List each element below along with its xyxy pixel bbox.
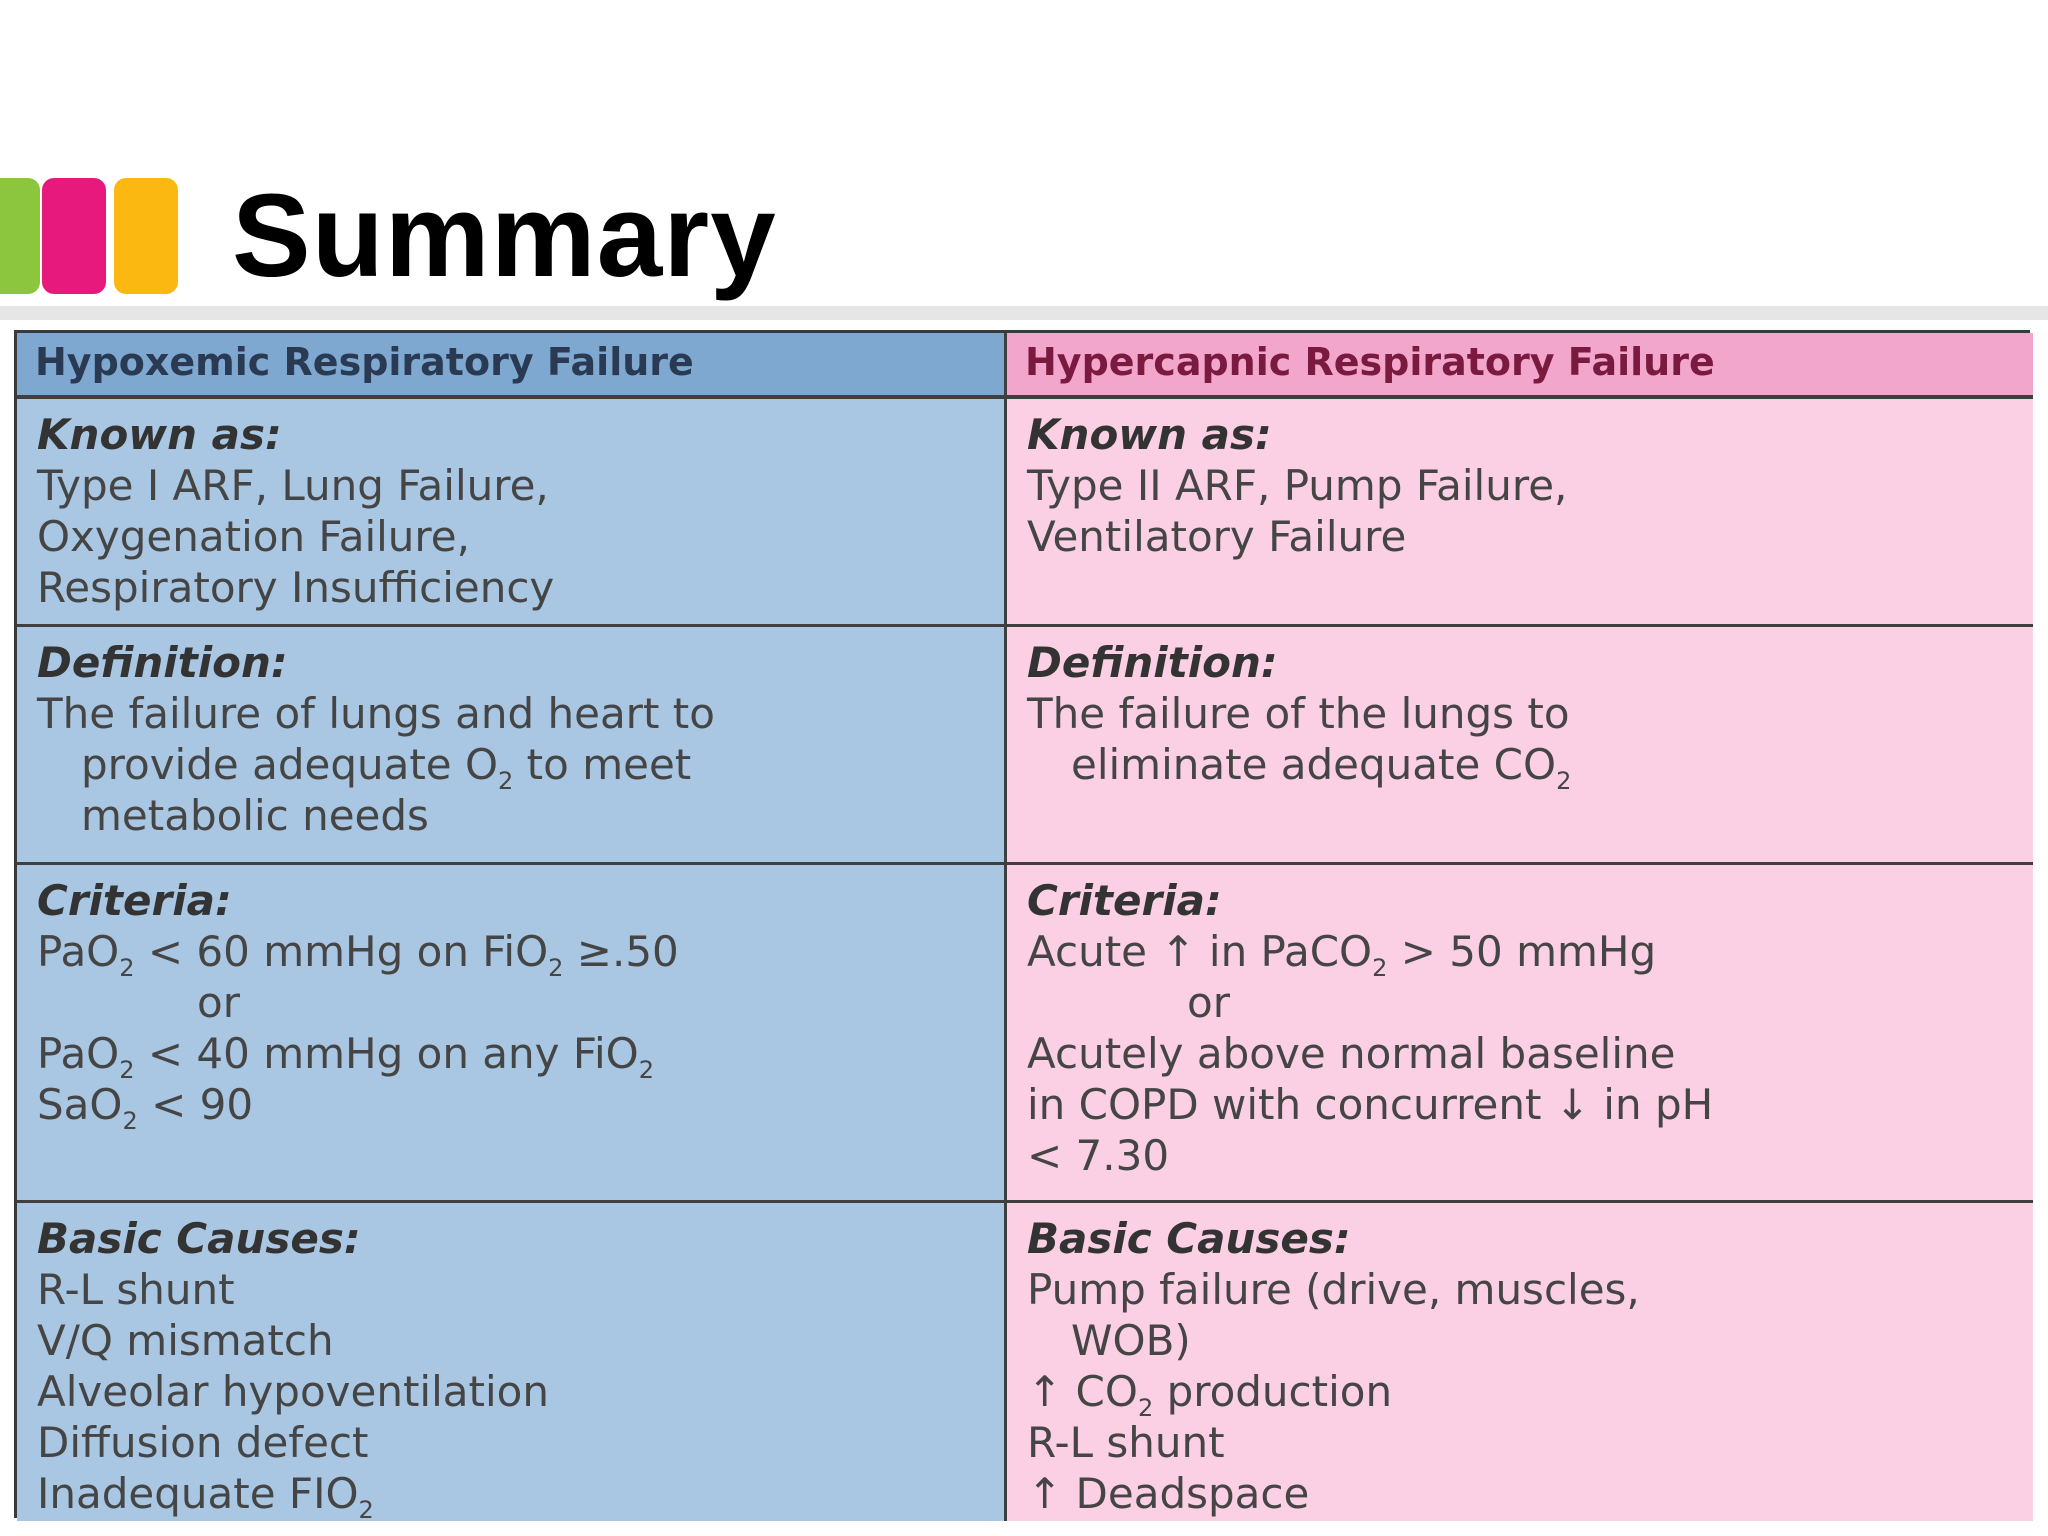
slide-title: Summary [232, 170, 777, 302]
known-as-hypercapnic [1007, 399, 2033, 627]
accent-bar-green [0, 178, 40, 294]
known-as-label: Known as: [1027, 410, 1272, 459]
criteria-hypoxemic [17, 865, 1007, 1203]
causes-line: Alveolar hypoventilation [37, 1367, 549, 1416]
causes-line: V/Q mismatch [37, 1316, 334, 1365]
causes-line: R-L shunt [1027, 1418, 1225, 1467]
definition-line: provide adequate $O_2$ to meet [81, 740, 692, 795]
criteria-line: < 7.30 [1027, 1131, 1170, 1180]
accent-bar-pink [42, 178, 106, 294]
definition-label: Definition: [37, 638, 288, 687]
causes-line: Pump failure (drive, muscles, [1027, 1265, 1640, 1314]
known-as-line: Type II ARF, Pump Failure, [1027, 461, 1568, 510]
causes-hypercapnic [1007, 1203, 2033, 1521]
definition-line: eliminate adequate $CO_2$ [1071, 740, 1572, 795]
criteria-line: SaO$_2$ < 90 [37, 1080, 254, 1135]
definition-line: The failure of lungs and heart to [37, 689, 715, 738]
criteria-hypercapnic [1007, 865, 2033, 1203]
causes-line: R-L shunt [37, 1265, 235, 1314]
table-shadow [0, 306, 2048, 320]
causes-line: WOB) [1071, 1316, 1191, 1365]
criteria-label: Criteria: [37, 876, 232, 925]
accent-bar-yellow [114, 178, 178, 294]
header-hypercapnic: Hypercapnic Respiratory Failure [1007, 333, 2033, 399]
known-as-hypoxemic [17, 399, 1007, 627]
definition-hypoxemic [17, 627, 1007, 865]
criteria-line: PaO$_2$ < 40 mmHg on any FiO$_2$ [37, 1029, 654, 1084]
known-as-label: Known as: [37, 410, 282, 459]
criteria-or: or [197, 978, 240, 1027]
definition-line: metabolic needs [81, 791, 429, 840]
causes-hypoxemic [17, 1203, 1007, 1521]
criteria-line: Acute ↑ in PaCO$_2$ > 50 mmHg [1027, 927, 1657, 982]
criteria-line: Acutely above normal baseline [1027, 1029, 1676, 1078]
criteria-line: PaO$_2$ < 60 mmHg on FiO$_2$ ≥.50 [37, 927, 679, 982]
causes-line: Diffusion defect [37, 1418, 369, 1467]
header-hypoxemic: Hypoxemic Respiratory Failure [17, 333, 1007, 399]
known-as-line: Ventilatory Failure [1027, 512, 1407, 561]
criteria-or: or [1187, 978, 1230, 1027]
definition-line: The failure of the lungs to [1027, 689, 1570, 738]
causes-line: ↑ Deadspace [1027, 1469, 1310, 1518]
causes-line: Inadequate $FIO_2$ [37, 1469, 374, 1521]
known-as-line: Oxygenation Failure, [37, 512, 470, 561]
known-as-line: Respiratory Insufficiency [37, 563, 555, 612]
definition-label: Definition: [1027, 638, 1278, 687]
causes-line: ↑ $CO_2$ production [1027, 1367, 1393, 1422]
causes-label: Basic Causes: [1027, 1214, 1351, 1263]
causes-label: Basic Causes: [37, 1214, 361, 1263]
definition-hypercapnic [1007, 627, 2033, 865]
criteria-label: Criteria: [1027, 876, 1222, 925]
criteria-line: in COPD with concurrent ↓ in pH [1027, 1080, 1714, 1129]
comparison-table [14, 330, 2030, 1521]
known-as-line: Type I ARF, Lung Failure, [37, 461, 549, 510]
